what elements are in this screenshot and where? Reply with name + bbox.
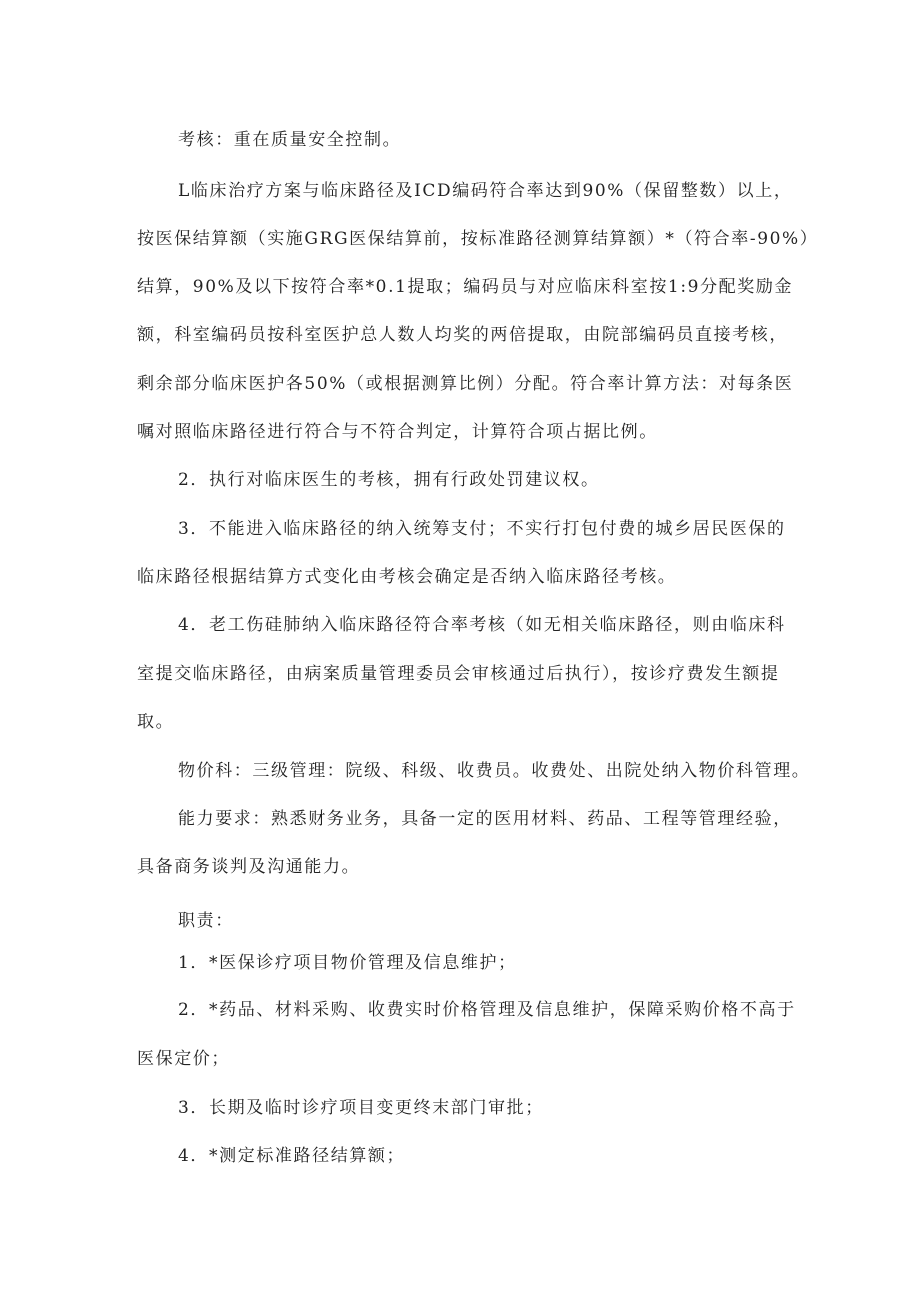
paragraph-item-1-line-2: 按医保结算额（实施GRG医保结算前，按标准路径测算结算额）*（符合率-90%） (137, 229, 819, 249)
paragraph-requirements-line-1: 能力要求：熟悉财务业务，具备一定的医用材料、药品、工程等管理经验， (178, 809, 792, 829)
paragraph-item-4-line-1: 4．老工伤硅肺纳入临床路径符合率考核（如无相关临床路径，则由临床科 (178, 615, 786, 635)
paragraph-assessment-heading: 考核：重在质量安全控制。 (178, 130, 402, 150)
paragraph-requirements-line-2: 具备商务谈判及沟通能力。 (137, 857, 361, 877)
paragraph-item-2: 2．执行对临床医生的考核，拥有行政处罚建议权。 (178, 470, 600, 490)
duty-item-2-line-1: 2．*药品、材料采购、收费实时价格管理及信息维护，保障采购价格不高于 (178, 1000, 796, 1020)
paragraph-item-3-line-2: 临床路径根据结算方式变化由考核会确定是否纳入临床路径考核。 (137, 567, 677, 587)
paragraph-item-3-line-1: 3．不能进入临床路径的纳入统筹支付；不实行打包付费的城乡居民医保的 (178, 519, 786, 539)
paragraph-item-4-line-3: 取。 (137, 712, 175, 732)
duty-item-2-line-2: 医保定价； (137, 1049, 230, 1069)
paragraph-item-1-line-1: L临床治疗方案与临床路径及ICD编码符合率达到90%（保留整数）以上， (178, 181, 793, 201)
paragraph-item-4-line-2: 室提交临床路径，由病案质量管理委员会审核通过后执行），按诊疗费发生额提 (137, 664, 780, 684)
paragraph-item-1-line-3: 结算，90%及以下按符合率*0.1提取；编码员与对应临床科室按1:9分配奖励金 (137, 277, 794, 297)
paragraph-item-1-line-6: 嘱对照临床路径进行符合与不符合判定，计算符合项占据比例。 (137, 422, 658, 442)
duty-item-1: 1．*医保诊疗项目物价管理及信息维护； (178, 953, 517, 973)
paragraph-item-1-line-5: 剩余部分临床医护各50%（或根据测算比例）分配。符合率计算方法：对每条医 (137, 374, 794, 394)
paragraph-item-1-line-4: 额，科室编码员按科室医护总人数人均奖的两倍提取，由院部编码员直接考核， (137, 325, 788, 345)
duty-item-4: 4．*测定标准路径结算额； (178, 1146, 406, 1166)
duty-item-3: 3．长期及临时诊疗项目变更终末部门审批； (178, 1098, 544, 1118)
paragraph-pricing-department: 物价科：三级管理：院级、科级、收费员。收费处、出院处纳入物价科管理。 (178, 761, 811, 781)
paragraph-duties-heading: 职责： (178, 911, 234, 931)
